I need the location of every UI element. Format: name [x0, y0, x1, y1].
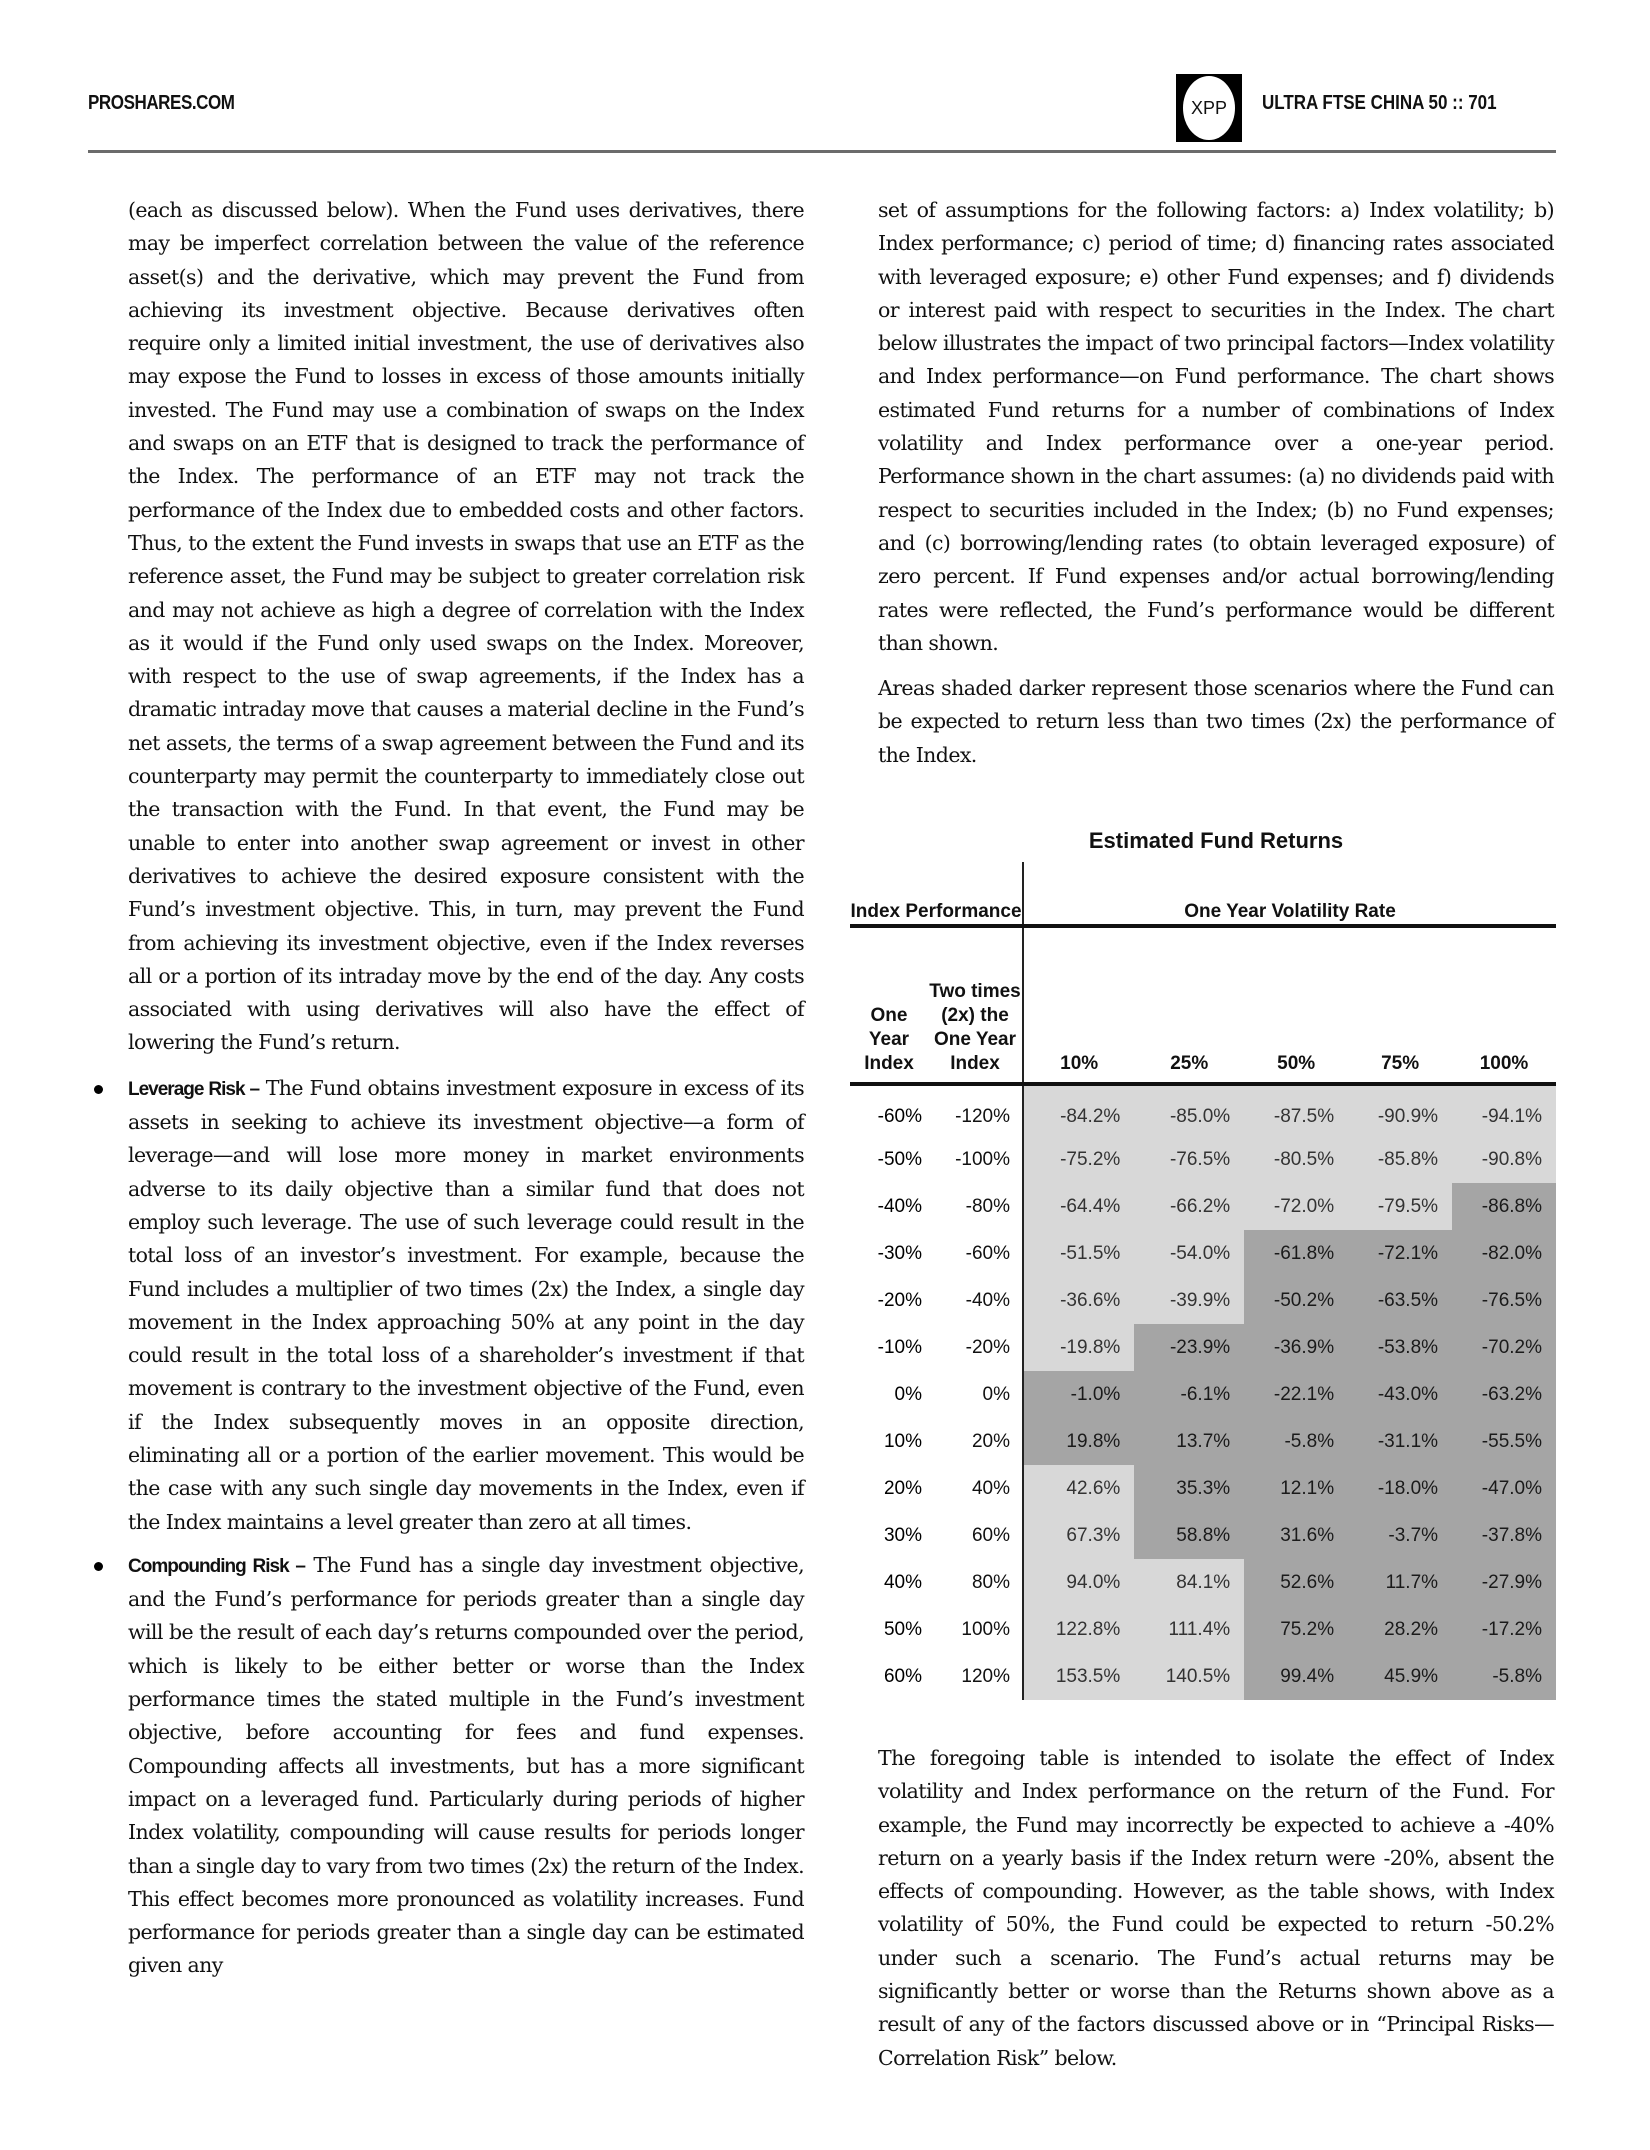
right-column-lower [878, 1742, 1554, 2087]
cell-estimated-return: -75.2% [1023, 1136, 1134, 1183]
cell-two-times-index: 20% [928, 1418, 1023, 1465]
cell-estimated-return: 84.1% [1134, 1559, 1244, 1606]
cell-estimated-return: -6.1% [1134, 1371, 1244, 1418]
paragraph-derivatives: (each as discussed below). When the Fund uses derivatives, there may be imperfect correlation between the value of the reference asset(s) and the derivative, which may prevent the Fund from achieving its investment objective. Because derivatives often require only a limited initial investment, the use of derivatives also may expose the Fund to losses in excess of those amounts initially invested. The Fund may use a combination of swaps on the Index and swaps on an ETF that is designed to track the performance of the Index. The performance of an ETF may not track the performance of the Index due to embedded costs and other factors. Thus, to the extent the Fund invests in swaps that use an ETF as the reference asset, the Fund may be subject to greater correlation risk and may not achieve as high a degree of correlation with the Index as it would if the Fund only used swaps on the Index. Moreover, with respect to the use of swap agreements, if the Index has a dramatic intraday move that causes a material decline in the Fund’s net assets, the terms of a swap agreement between the Fund and its counterparty may permit the counterparty to immediately close out the transaction with the Fund. In that event, the Fund may be unable to enter into another swap agreement or invest in other derivatives to achieve the desired exposure consistent with the Fund’s investment objective. This, in turn, may prevent the Fund from achieving its investment objective, even if the Index reverses all or a portion of its intraday move by the end of the day. Any costs associated with using derivatives will also have the effect of lowering the Fund’s return. [128, 198, 804, 1055]
col-header-two-times-index: Two times (2x) the One Year Index [928, 926, 1023, 1084]
table-row [850, 1512, 1556, 1559]
cell-estimated-return: -63.2% [1452, 1371, 1556, 1418]
cell-estimated-return: -54.0% [1134, 1230, 1244, 1277]
cell-estimated-return: -22.1% [1244, 1371, 1348, 1418]
table-row [850, 1230, 1556, 1277]
cell-estimated-return: 11.7% [1348, 1559, 1452, 1606]
cell-estimated-return: 122.8% [1023, 1606, 1134, 1653]
cell-estimated-return: -17.2% [1452, 1606, 1556, 1653]
col-header-vol-100: 100% [1452, 926, 1556, 1084]
cell-estimated-return: -1.0% [1023, 1371, 1134, 1418]
bullet-icon [94, 1085, 103, 1094]
cell-estimated-return: -36.6% [1023, 1277, 1134, 1324]
cell-one-year-index: 0% [894, 1383, 922, 1405]
cell-estimated-return: -72.0% [1244, 1183, 1348, 1230]
table-title: Estimated Fund Returns [1088, 828, 1344, 853]
cell-estimated-return: -80.5% [1244, 1136, 1348, 1183]
bullet-heading: Compounding Risk – [128, 1555, 306, 1577]
table-row [850, 1559, 1556, 1606]
cell-one-year-index: 10% [883, 1430, 922, 1452]
cell-two-times-index: -20% [928, 1324, 1023, 1371]
col-header-one-year-index: One Year Index [850, 926, 928, 1084]
cell-two-times-index: 40% [928, 1465, 1023, 1512]
cell-estimated-return: 111.4% [1134, 1606, 1244, 1653]
cell-estimated-return: -66.2% [1134, 1183, 1244, 1230]
cell-estimated-return: 13.7% [1134, 1418, 1244, 1465]
col-header-vol-50: 50% [1244, 926, 1348, 1084]
cell-estimated-return: 75.2% [1244, 1606, 1348, 1653]
cell-estimated-return: 99.4% [1244, 1653, 1348, 1700]
cell-estimated-return: -47.0% [1452, 1465, 1556, 1512]
table-row [850, 1371, 1556, 1418]
group-header-index-performance: Index Performance [850, 862, 1023, 926]
cell-estimated-return: -61.8% [1244, 1230, 1348, 1277]
cell-one-year-index: 50% [883, 1618, 922, 1640]
cell-estimated-return: -64.4% [1023, 1183, 1134, 1230]
cell-estimated-return: -84.2% [1023, 1084, 1134, 1136]
paragraph-table-explanation: The foregoing table is intended to isolate the effect of Index volatility and Index performance on the return of the Fund. For example, the Fund may incorrectly be expected to achieve a -40% return on a yearly basis if the Index return were -20%, absent the effects of compounding. However, as the table shows, with Index volatility of 50%, the Fund could be expected to return -50.2% under such a scenario. The Fund’s actual returns may be significantly better or worse than the Returns shown above as a result of any of the factors discussed above or in “Principal Risks—Correlation Risk” below. [878, 1746, 1554, 2070]
table-row [850, 1084, 1556, 1136]
paragraph-shading-note: Areas shaded darker represent those scenarios where the Fund can be expected to return less than two times (2x) the performance of the Index. [878, 676, 1554, 767]
cell-two-times-index: 120% [928, 1653, 1023, 1700]
cell-two-times-index: 100% [928, 1606, 1023, 1653]
paragraph-assumptions: set of assumptions for the following factors: a) Index volatility; b) Index performance; c) period of time; d) financing rates associated with leveraged exposure; e) other Fund expenses; and f) dividends or interest paid with respect to securities in the Index. The chart below illustrates the impact of two principal factors—Index volatility and Index performance—on Fund performance. The chart shows estimated Fund returns for a number of combinations of Index volatility and Index performance over a one-year period. Performance shown in the chart assumes: (a) no dividends paid with respect to securities included in the Index; (b) no Fund expenses; and (c) borrowing/lending rates (to obtain leveraged exposure) of zero percent. If Fund expenses and/or actual borrowing/lending rates were reflected, the Fund’s performance would be different than shown. [878, 198, 1554, 655]
cell-estimated-return: 19.8% [1023, 1418, 1134, 1465]
cell-estimated-return: -37.8% [1452, 1512, 1556, 1559]
ticker-badge-label: XPP [1183, 76, 1235, 140]
cell-two-times-index: 0% [928, 1371, 1023, 1418]
cell-estimated-return: -85.8% [1348, 1136, 1452, 1183]
cell-estimated-return: -63.5% [1348, 1277, 1452, 1324]
cell-estimated-return: 58.8% [1134, 1512, 1244, 1559]
cell-one-year-index: 40% [883, 1571, 922, 1593]
cell-estimated-return: -43.0% [1348, 1371, 1452, 1418]
cell-estimated-return: -3.7% [1348, 1512, 1452, 1559]
cell-estimated-return: 52.6% [1244, 1559, 1348, 1606]
cell-estimated-return: 140.5% [1134, 1653, 1244, 1700]
table-row [850, 1418, 1556, 1465]
cell-estimated-return: 67.3% [1023, 1512, 1134, 1559]
header-divider [88, 150, 1556, 153]
cell-estimated-return: -39.9% [1134, 1277, 1244, 1324]
cell-two-times-index: -80% [928, 1183, 1023, 1230]
cell-one-year-index: -30% [877, 1242, 922, 1264]
cell-estimated-return: -86.8% [1452, 1183, 1556, 1230]
cell-estimated-return: -76.5% [1134, 1136, 1244, 1183]
cell-estimated-return: -72.1% [1348, 1230, 1452, 1277]
col-header-vol-25: 25% [1134, 926, 1244, 1084]
cell-estimated-return: -94.1% [1452, 1084, 1556, 1136]
cell-two-times-index: 80% [928, 1559, 1023, 1606]
cell-one-year-index: 20% [883, 1477, 922, 1499]
cell-one-year-index: -10% [877, 1336, 922, 1358]
cell-two-times-index: -100% [928, 1136, 1023, 1183]
cell-estimated-return: -27.9% [1452, 1559, 1556, 1606]
table-body [850, 1084, 1556, 1700]
cell-estimated-return: -23.9% [1134, 1324, 1244, 1371]
cell-estimated-return: 42.6% [1023, 1465, 1134, 1512]
cell-estimated-return: -90.9% [1348, 1084, 1452, 1136]
cell-estimated-return: 153.5% [1023, 1653, 1134, 1700]
bullet-leverage-risk [128, 1072, 804, 1539]
cell-one-year-index: 30% [883, 1524, 922, 1546]
cell-two-times-index: 60% [928, 1512, 1023, 1559]
table-row [850, 1277, 1556, 1324]
cell-estimated-return: -55.5% [1452, 1418, 1556, 1465]
bullet-text: The Fund obtains investment exposure in excess of its assets in seeking to achieve its investment objective—a form of leverage—and will lose more money in market environments adverse to its daily objective than a similar fund that does not employ such leverage. The use of such leverage could result in the total loss of an investor’s investment. For example, because the Fund includes a multiplier of two times (2x) the Index, a single day movement in the Index approaching 50% at any point in the day could result in the total loss of a shareholder’s investment if that movement is contrary to the investment objective of the Fund, even if the Index subsequently moves in an opposite direction, eliminating all or a portion of the earlier movement. This would be the case with any such single day movements in the Index, even if the Index maintains a level greater than zero at all times. [128, 1075, 804, 1534]
estimated-fund-returns-table [850, 862, 1556, 1700]
table-row [850, 1183, 1556, 1230]
cell-one-year-index: -20% [877, 1289, 922, 1311]
cell-estimated-return: -70.2% [1452, 1324, 1556, 1371]
bullet-icon [94, 1562, 103, 1571]
cell-one-year-index: -50% [877, 1148, 922, 1170]
table-row [850, 1324, 1556, 1371]
cell-estimated-return: -85.0% [1134, 1084, 1244, 1136]
cell-estimated-return: 31.6% [1244, 1512, 1348, 1559]
cell-estimated-return: 35.3% [1134, 1465, 1244, 1512]
cell-estimated-return: 45.9% [1348, 1653, 1452, 1700]
cell-estimated-return: -87.5% [1244, 1084, 1348, 1136]
cell-estimated-return: -5.8% [1244, 1418, 1348, 1465]
right-column [878, 194, 1554, 784]
cell-estimated-return: -53.8% [1348, 1324, 1452, 1371]
cell-two-times-index: -60% [928, 1230, 1023, 1277]
cell-estimated-return: 28.2% [1348, 1606, 1452, 1653]
cell-estimated-return: -18.0% [1348, 1465, 1452, 1512]
fund-name-page-number: ULTRA FTSE CHINA 50 :: 701 [1262, 92, 1497, 114]
cell-estimated-return: 12.1% [1244, 1465, 1348, 1512]
cell-two-times-index: -40% [928, 1277, 1023, 1324]
cell-estimated-return: -90.8% [1452, 1136, 1556, 1183]
cell-estimated-return: -19.8% [1023, 1324, 1134, 1371]
bullet-compounding-risk [128, 1549, 804, 1983]
cell-estimated-return: -76.5% [1452, 1277, 1556, 1324]
group-header-volatility: One Year Volatility Rate [1023, 862, 1556, 926]
table-row [850, 1465, 1556, 1512]
cell-two-times-index: -120% [928, 1084, 1023, 1136]
cell-estimated-return: -5.8% [1452, 1653, 1556, 1700]
left-column [128, 194, 804, 1993]
cell-estimated-return: -51.5% [1023, 1230, 1134, 1277]
cell-estimated-return: -82.0% [1452, 1230, 1556, 1277]
table-row [850, 1606, 1556, 1653]
cell-estimated-return: 94.0% [1023, 1559, 1134, 1606]
cell-estimated-return: -50.2% [1244, 1277, 1348, 1324]
cell-estimated-return: -31.1% [1348, 1418, 1452, 1465]
site-name: PROSHARES.COM [88, 92, 235, 114]
cell-one-year-index: 60% [883, 1665, 922, 1687]
cell-one-year-index: -40% [877, 1195, 922, 1217]
cell-estimated-return: -36.9% [1244, 1324, 1348, 1371]
cell-one-year-index: -60% [877, 1106, 922, 1127]
table-row [850, 1136, 1556, 1183]
col-header-vol-75: 75% [1348, 926, 1452, 1084]
cell-estimated-return: -79.5% [1348, 1183, 1452, 1230]
ticker-badge [1176, 74, 1242, 142]
table-row [850, 1653, 1556, 1700]
bullet-heading: Leverage Risk – [128, 1078, 260, 1100]
col-header-vol-10: 10% [1023, 926, 1134, 1084]
bullet-text: The Fund has a single day investment objective, and the Fund’s performance for periods greater than a single day will be the result of each day’s returns compounded over the period, which is likely to be either better or worse than the Index performance times the stated multiple in the Fund’s investment objective, before accounting for fees and fund expenses. Compounding affects all investments, but has a more significant impact on a leveraged fund. Particularly during periods of higher Index volatility, compounding will cause results for periods longer than a single day to vary from two times (2x) the return of the Index. This effect becomes more pronounced as volatility increases. Fund performance for periods greater than a single day can be estimated given any [128, 1552, 805, 1978]
